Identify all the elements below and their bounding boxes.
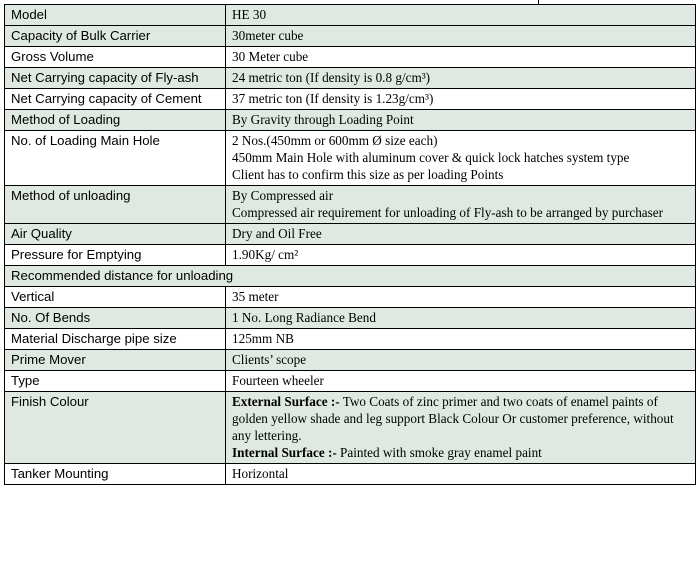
row-label: Material Discharge pipe size — [5, 329, 226, 350]
table-row — [5, 245, 696, 266]
row-label: No. of Loading Main Hole — [5, 131, 226, 186]
row-value — [226, 329, 696, 350]
row-value — [226, 392, 696, 464]
value-line: Fourteen wheeler — [232, 373, 324, 388]
row-label: Net Carrying capacity of Fly-ash — [5, 68, 226, 89]
row-label: Vertical — [5, 287, 226, 308]
value-line: Horizontal — [232, 466, 289, 481]
table-row — [5, 110, 696, 131]
row-value — [226, 110, 696, 131]
table-row — [5, 5, 696, 26]
value-line: Dry and Oil Free — [232, 226, 322, 241]
table-row — [5, 68, 696, 89]
table-row — [5, 47, 696, 68]
table-row — [5, 371, 696, 392]
row-label: Method of Loading — [5, 110, 226, 131]
table-row — [5, 224, 696, 245]
value-line: 24 metric ton (If density is 0.8 g/cm³) — [232, 70, 431, 85]
value-line: 450mm Main Hole with aluminum cover & quick lock hatches system type — [232, 150, 630, 165]
row-label: Method of unloading — [5, 186, 226, 224]
row-value — [226, 186, 696, 224]
row-value — [226, 245, 696, 266]
row-label: No. Of Bends — [5, 308, 226, 329]
row-value — [226, 47, 696, 68]
row-value — [226, 224, 696, 245]
row-label: Finish Colour — [5, 392, 226, 464]
value-line: 37 metric ton (If density is 1.23g/cm³) — [232, 91, 434, 106]
value-line: By Gravity through Loading Point — [232, 112, 414, 127]
value-line: 1.90Kg/ cm² — [232, 247, 299, 262]
table-row — [5, 89, 696, 110]
row-label: Capacity of Bulk Carrier — [5, 26, 226, 47]
table-row — [5, 308, 696, 329]
external-surface-text: Two Coats of zinc primer and two coats of enamel paints of golden yellow shade and leg support Black Colour Or customer preference, without any lettering. — [232, 394, 674, 443]
internal-surface-text: Painted with smoke gray enamel paint — [336, 445, 542, 460]
row-value — [226, 68, 696, 89]
value-line: HE 30 — [232, 7, 267, 22]
table-row — [5, 186, 696, 224]
row-label: Air Quality — [5, 224, 226, 245]
row-value — [226, 131, 696, 186]
table-row — [5, 287, 696, 308]
row-value — [226, 5, 696, 26]
value-line: 2 Nos.(450mm or 600mm Ø size each) — [232, 133, 438, 148]
row-label: Pressure for Emptying — [5, 245, 226, 266]
table-row — [5, 329, 696, 350]
table-row — [5, 350, 696, 371]
row-value — [226, 371, 696, 392]
row-label: Prime Mover — [5, 350, 226, 371]
row-label: Net Carrying capacity of Cement — [5, 89, 226, 110]
section-heading: Recommended distance for unloading — [5, 266, 696, 287]
table-row — [5, 464, 696, 485]
row-value — [226, 350, 696, 371]
row-value — [226, 308, 696, 329]
table-row — [5, 26, 696, 47]
external-surface-heading: External Surface :- — [232, 394, 340, 409]
value-line: 1 No. Long Radiance Bend — [232, 310, 376, 325]
table-row — [5, 266, 696, 287]
value-line: By Compressed air — [232, 188, 334, 203]
row-label: Model — [5, 5, 226, 26]
row-label: Type — [5, 371, 226, 392]
value-line: 35 meter — [232, 289, 279, 304]
table-row — [5, 131, 696, 186]
internal-surface-heading: Internal Surface :- — [232, 445, 337, 460]
value-line: 125mm NB — [232, 331, 294, 346]
table-row — [5, 392, 696, 464]
value-line: 30meter cube — [232, 28, 304, 43]
specification-table — [4, 4, 696, 485]
value-line: Clients’ scope — [232, 352, 307, 367]
row-value — [226, 26, 696, 47]
row-label: Gross Volume — [5, 47, 226, 68]
row-label: Tanker Mounting — [5, 464, 226, 485]
row-value — [226, 287, 696, 308]
finish-external-block — [232, 394, 674, 443]
value-line: 30 Meter cube — [232, 49, 309, 64]
row-value — [226, 89, 696, 110]
value-line: Client has to confirm this size as per loading Points — [232, 167, 504, 182]
row-value — [226, 464, 696, 485]
value-line: Compressed air requirement for unloading of Fly-ash to be arranged by purchaser — [232, 205, 664, 220]
